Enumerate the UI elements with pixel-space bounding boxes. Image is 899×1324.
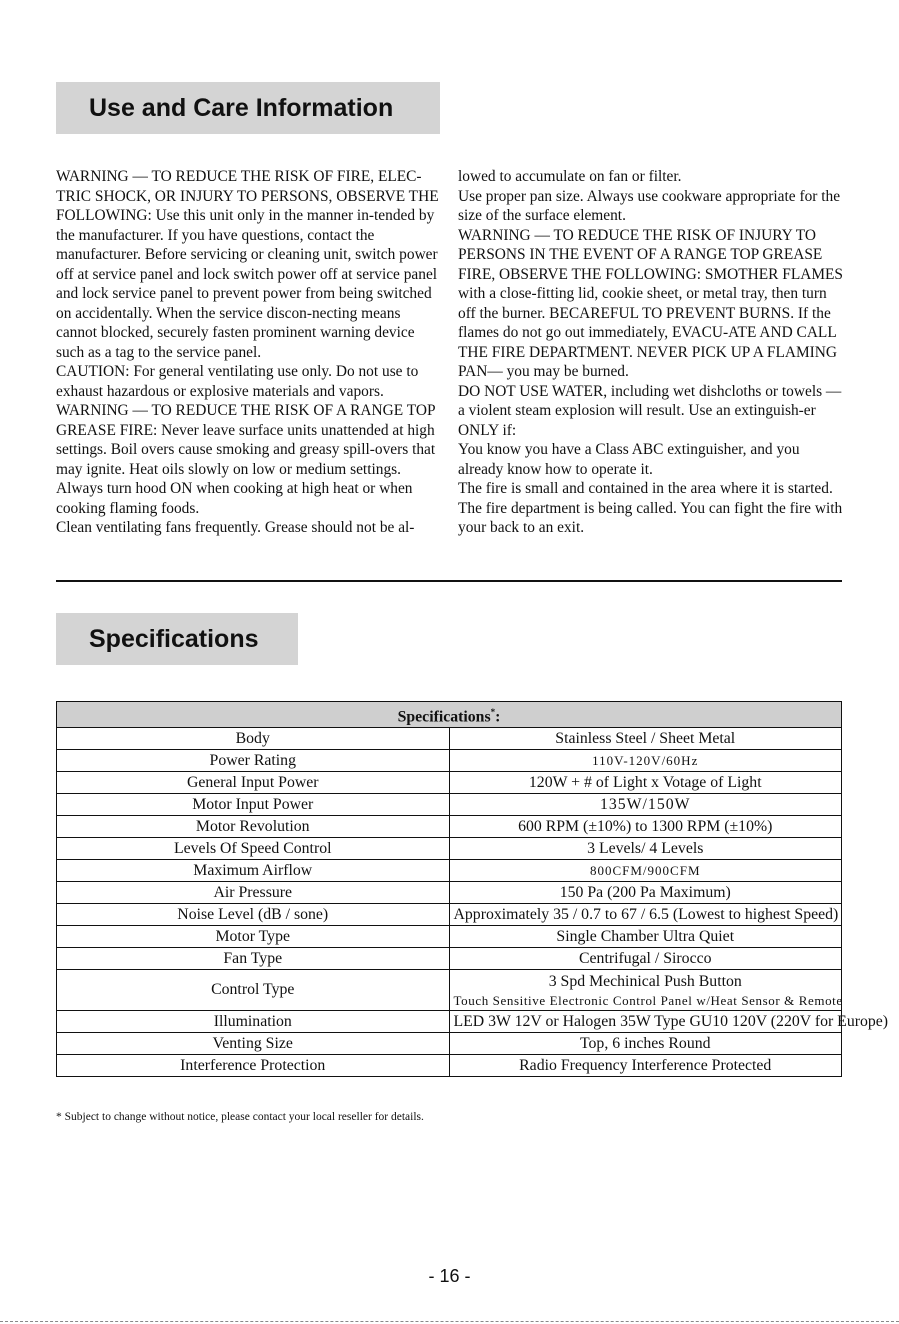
paragraph: The fire is small and contained in the area where it is started. — [458, 480, 833, 497]
table-row — [57, 838, 842, 860]
spec-label: Air Pressure — [57, 882, 450, 904]
page-bottom-border — [0, 1321, 899, 1322]
spec-value-line: 3 Spd Mechinical Push Button — [548, 972, 742, 990]
spec-value: LED 3W 12V or Halogen 35W Type GU10 120V (220V for Europe) — [449, 1011, 842, 1033]
paragraph: Clean ventilating fans frequently. Grease should not be al- — [56, 519, 415, 536]
paragraph: DO NOT USE WATER, including wet dishcloths or towels — a violent steam explosion will result. Use an extinguish-er ONLY if: — [458, 382, 842, 439]
spec-value: 120W + # of Light x Votage of Light — [449, 772, 842, 794]
section-divider — [56, 580, 842, 582]
spec-value: Stainless Steel / Sheet Metal — [449, 728, 842, 750]
table-header-text: Specifications — [397, 708, 491, 726]
paragraph: WARNING — TO REDUCE THE RISK OF A RANGE TOP GREASE FIRE: Never leave surface units unattended at high settings. Boil overs cause smoking and greasy spill-overs that may ignite. Heat oils slowly on low or medium settings. — [56, 402, 436, 478]
table-row — [57, 970, 842, 1011]
spec-label: Interference Protection — [57, 1055, 450, 1077]
spec-label: Maximum Airflow — [57, 860, 450, 882]
spec-value: 135W/150W — [449, 794, 842, 816]
spec-label: General Input Power — [57, 772, 450, 794]
spec-value: Centrifugal / Sirocco — [449, 948, 842, 970]
spec-value: 800CFM/900CFM — [449, 860, 842, 882]
spec-label: Power Rating — [57, 750, 450, 772]
spec-value: Single Chamber Ultra Quiet — [449, 926, 842, 948]
spec-value: 3 Levels/ 4 Levels — [449, 838, 842, 860]
table-row — [57, 860, 842, 882]
table-row — [57, 882, 842, 904]
table-row — [57, 794, 842, 816]
table-row — [57, 1011, 842, 1033]
spec-value — [449, 970, 842, 1011]
table-row — [57, 926, 842, 948]
paragraph: CAUTION: For general ventilating use only. Do not use to exhaust hazardous or explosive materials and vapors. — [56, 363, 419, 400]
spec-label: Body — [57, 728, 450, 750]
spec-value-line: Touch Sensitive Electronic Control Panel w/Heat Sensor & Remote — [453, 992, 843, 1008]
paragraph: Use proper pan size. Always use cookware appropriate for the size of the surface element. — [458, 187, 841, 224]
page-number: - 16 - — [428, 1266, 471, 1286]
specifications-heading: Specifications — [56, 613, 298, 665]
table-row — [57, 948, 842, 970]
header-asterisk: * — [490, 707, 496, 717]
header-colon: : — [495, 708, 501, 726]
spec-label: Levels Of Speed Control — [57, 838, 450, 860]
table-row — [57, 816, 842, 838]
specifications-table — [56, 701, 889, 1077]
footnote: * Subject to change without notice, please contact your local reseller for details. — [56, 1111, 424, 1123]
paragraph: lowed to accumulate on fan or filter. — [458, 168, 682, 185]
spec-value: 150 Pa (200 Pa Maximum) — [449, 882, 842, 904]
spec-label: Motor Type — [57, 926, 450, 948]
right-text-column — [458, 167, 844, 538]
spec-value: 110V-120V/60Hz — [449, 750, 842, 772]
table-row — [57, 750, 842, 772]
spec-label: Illumination — [57, 1011, 450, 1033]
table-row — [57, 1055, 842, 1077]
spec-label: Motor Revolution — [57, 816, 450, 838]
spec-value: Radio Frequency Interference Protected — [449, 1055, 842, 1077]
spec-value: Top, 6 inches Round — [449, 1033, 842, 1055]
paragraph: You know you have a Class ABC extinguisher, and you already know how to operate it. — [458, 441, 800, 478]
spec-label: Noise Level (dB / sone) — [57, 904, 450, 926]
spec-label: Venting Size — [57, 1033, 450, 1055]
spec-label: Motor Input Power — [57, 794, 450, 816]
paragraph: WARNING — TO REDUCE THE RISK OF FIRE, ELEC-TRIC SHOCK, OR INJURY TO PERSONS, OBSERVE THE FOLLOWING: Use this unit only in the manner in-tended by the manufacturer. If you have questions, contact the manufacturer. Before servicing or cleaning unit, switch power off at service panel and lock switch power off at service panel and lock service panel to prevent power from being switched on accidentally. When the service discon-necting means cannot blocked, securely fasten prominent warning device such as a tag to the service panel. — [56, 168, 439, 361]
paragraph: Always turn hood ON when cooking at high heat or when cooking flaming foods. — [56, 480, 413, 517]
spec-label: Control Type — [57, 970, 450, 1011]
spec-value: 600 RPM (±10%) to 1300 RPM (±10%) — [449, 816, 842, 838]
table-row — [57, 904, 842, 926]
table-row — [57, 772, 842, 794]
use-care-heading: Use and Care Information — [56, 82, 440, 134]
table-row — [57, 1033, 842, 1055]
paragraph: WARNING — TO REDUCE THE RISK OF INJURY TO PERSONS IN THE EVENT OF A RANGE TOP GREASE FIRE, OBSERVE THE FOLLOWING: SMOTHER FLAMES with a close-fitting lid, cookie sheet, or metal tray, then turn off the burner. BECAREFUL TO PREVENT BURNS. If the flames do not go out immediately, EVACU-ATE AND CALL THE FIRE DEPARTMENT. NEVER PICK UP A FLAMING PAN— you may be burned. — [458, 226, 843, 380]
paragraph: The fire department is being called. You can fight the fire with your back to an exit. — [458, 499, 843, 536]
spec-value: Approximately 35 / 0.7 to 67 / 6.5 (Lowest to highest Speed) — [449, 904, 842, 926]
left-text-column — [56, 167, 440, 538]
table-header-row — [57, 702, 842, 728]
table-header — [57, 702, 842, 728]
spec-label: Fan Type — [57, 948, 450, 970]
table-row — [57, 728, 842, 750]
